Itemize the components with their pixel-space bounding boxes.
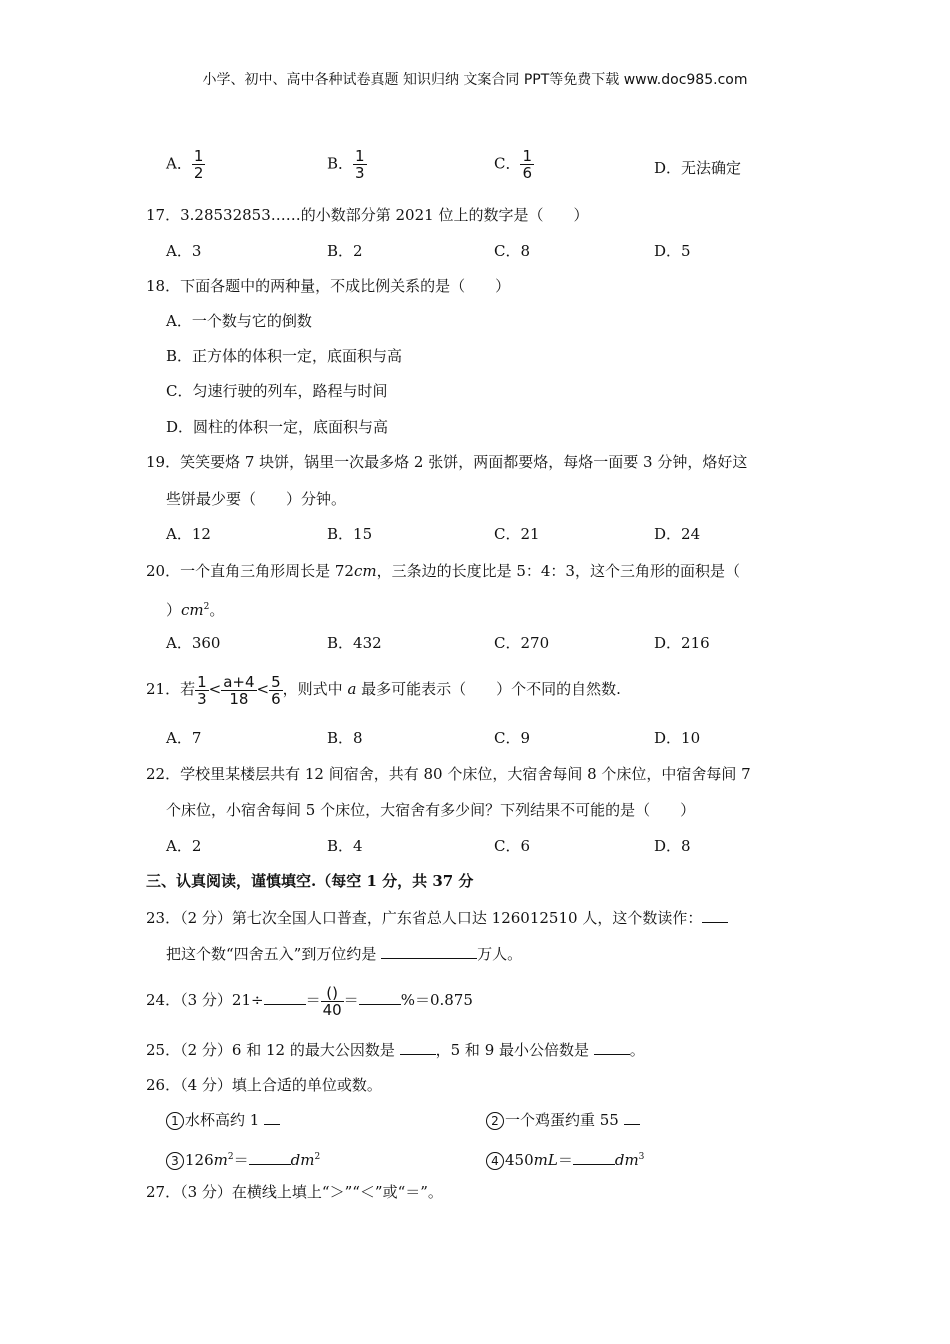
answer-blank[interactable]: [624, 1110, 640, 1125]
q19-option-c: C．21: [494, 525, 540, 543]
circled-number: 2: [486, 1112, 504, 1130]
q17-option-c: C．8: [494, 242, 531, 260]
fraction: $\frac{()}{40}$: [322, 983, 342, 1019]
fraction: $\frac{5}{6}$: [271, 672, 281, 708]
answer-blank[interactable]: [594, 1040, 630, 1055]
q22-stem-line2: 个床位，小宿舍每间 5 个床位，大宿舍有多少间？下列结果不可能的是（ ）: [166, 801, 696, 819]
q23-line2: 把这个数“四舍五入”到万位约是 万人。: [166, 945, 523, 963]
q26-item-2: 2 一个鸡蛋约重 55: [486, 1110, 640, 1130]
q16-option-a: [166, 148, 205, 181]
option-letter: B．: [327, 154, 354, 173]
q20-stem-line2: ）$cm^2$。: [166, 601, 225, 619]
circled-number: 1: [166, 1112, 184, 1130]
q26-stem: 26．（4 分）填上合适的单位或数。: [146, 1076, 382, 1094]
q19-stem-line2: 些饼最少要（ ）分钟。: [166, 490, 347, 508]
q16-option-c: [494, 148, 534, 181]
fraction: $\frac{a+4}{18}$: [223, 672, 255, 708]
q19-stem-line1: 19．笑笑要烙 7 块饼，锅里一次最多烙 2 张饼，两面都要烙，每烙一面要 3 分钟，烙好这: [146, 453, 748, 471]
page-header: 小学、初中、高中各种试卷真题 知识归纳 文案合同 PPT等免费下载 www.doc985.com: [202, 72, 748, 88]
q26-item-4: 4 $450mL= dm^3$: [486, 1147, 644, 1170]
q22-option-c: C．6: [494, 837, 531, 855]
q16-option-b: [327, 148, 367, 181]
q25-line: 25．（2 分）6 和 12 的最大公因数是 ，5 和 9 最小公倍数是 。: [146, 1041, 645, 1059]
q18-option-c: C．匀速行驶的列车，路程与时间: [166, 382, 388, 400]
q26-item-3: 3 $126m^2= dm^2$: [166, 1147, 320, 1170]
answer-blank[interactable]: [359, 990, 401, 1005]
q24-line: 24．（3 分）21÷ ＝ $\frac{()}{40}$ ＝ %＝0.875: [146, 983, 473, 1019]
q20-option-b: B．432: [327, 634, 382, 652]
q21-option-c: C．9: [494, 729, 531, 747]
answer-blank[interactable]: [249, 1150, 291, 1165]
q18-option-b: B．正方体的体积一定，底面积与高: [166, 347, 403, 365]
fraction: $\frac{1}{6}$: [522, 147, 533, 182]
q21-option-d: D．10: [654, 729, 701, 747]
q20-option-c: C．270: [494, 634, 550, 652]
q18-option-d: D．圆柱的体积一定，底面积与高: [166, 418, 389, 436]
q20-stem-line1: 20．一个直角三角形周长是 72cm，三条边的长度比是 5：4：3，这个三角形的面积是（: [146, 562, 740, 580]
fraction: $\frac{1}{3}$: [197, 672, 207, 708]
q20-option-a: A．360: [166, 634, 221, 652]
q17-stem: 17．3.28532853……的小数部分第 2021 位上的数字是（ ）: [146, 206, 589, 224]
q19-option-a: A．12: [166, 525, 211, 543]
q26-item-1: 1 水杯高约 1: [166, 1110, 280, 1130]
option-letter: A．: [166, 154, 192, 173]
fraction: $\frac{1}{3}$: [355, 147, 365, 182]
q17-option-d: D．5: [654, 242, 691, 260]
answer-blank[interactable]: [400, 1040, 436, 1055]
q21-option-b: B．8: [327, 729, 363, 747]
q17-option-b: B．2: [327, 242, 363, 260]
answer-blank[interactable]: [264, 1110, 280, 1125]
q23-line1: 23．（2 分）第七次全国人口普查，广东省总人口达 126012510 人，这个数读作：: [146, 908, 728, 928]
answer-blank[interactable]: [573, 1150, 615, 1165]
q22-stem-line1: 22．学校里某楼层共有 12 间宿舍，共有 80 个床位，大宿舍每间 8 个床位，中宿舍每间 7: [146, 765, 751, 783]
circled-number: 4: [486, 1152, 504, 1170]
q19-option-d: D．24: [654, 525, 701, 543]
q17-option-a: A．3: [166, 242, 202, 260]
q19-option-b: B．15: [327, 525, 373, 543]
q22-option-b: B．4: [327, 837, 363, 855]
fraction: $\frac{1}{2}$: [193, 147, 204, 182]
answer-blank[interactable]: [264, 990, 306, 1005]
option-letter: C．: [494, 154, 521, 173]
section-heading: 三、认真阅读，谨慎填空.（每空 1 分，共 37 分: [146, 872, 474, 890]
q21-stem: 21．若 $\frac{1}{3}$ < $\frac{a+4}{18}$ < $\frac{5}{6}$ ，则式中 a 最多可能表示（ ）个不同的自然数.: [146, 672, 621, 708]
answer-blank[interactable]: [702, 908, 728, 923]
circled-number: 3: [166, 1152, 184, 1170]
q22-option-d: D．8: [654, 837, 691, 855]
q18-option-a: A．一个数与它的倒数: [166, 312, 312, 330]
q20-option-d: D．216: [654, 634, 710, 652]
q22-option-a: A．2: [166, 837, 202, 855]
q21-option-a: A．7: [166, 729, 202, 747]
q27-stem: 27．（3 分）在横线上填上“＞”“＜”或“＝”。: [146, 1183, 443, 1201]
q18-stem: 18．下面各题中的两种量，不成比例关系的是（ ）: [146, 277, 511, 295]
q16-option-d: D．无法确定: [654, 159, 742, 177]
answer-blank[interactable]: [381, 944, 477, 959]
